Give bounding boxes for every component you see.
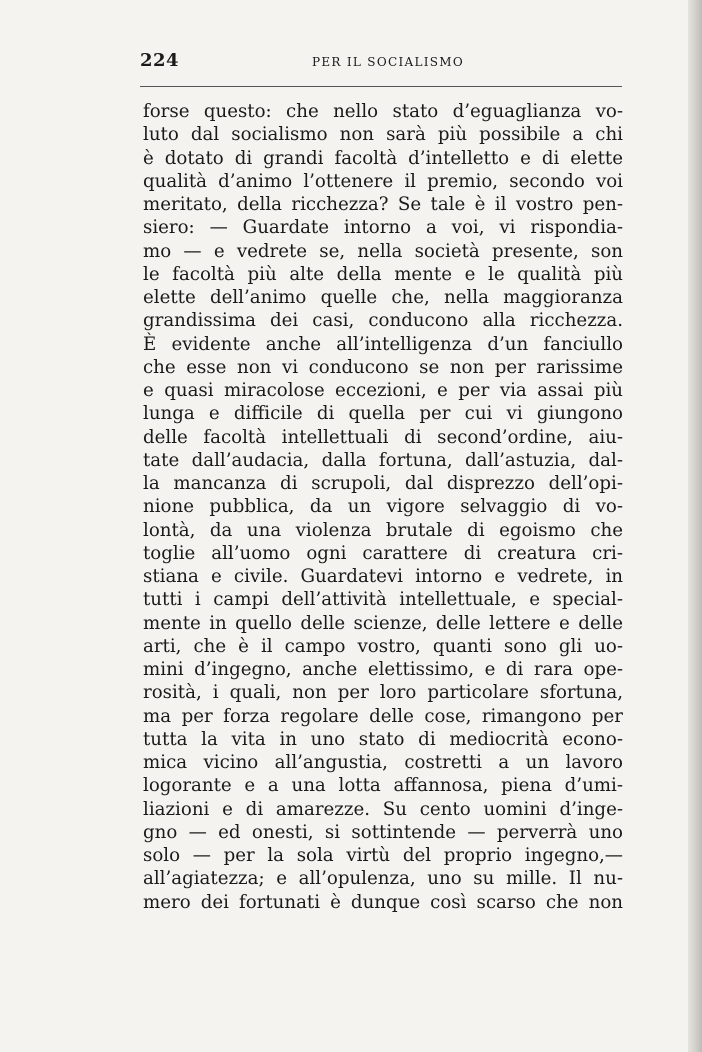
text-line: mini d’ingegno, anche elettissimo, e di rara ope- bbox=[143, 659, 623, 680]
page-edge-shadow bbox=[688, 0, 702, 1052]
text-line: all’agiatezza; e all’opulenza, uno su mille. Il nu- bbox=[143, 868, 623, 890]
text-line: mente in quello delle scienze, delle lettere e delle bbox=[143, 612, 623, 634]
page-number: 224 bbox=[140, 50, 180, 71]
text-line: che esse non vi conducono se non per rarissime bbox=[143, 356, 623, 378]
text-line: mero dei fortunati è dunque così scarso che non bbox=[143, 891, 623, 913]
text-line: delle facoltà intellettuali di second’ordine, aiu- bbox=[143, 426, 623, 448]
text-line: arti, che è il campo vostro, quanti sono gli uo- bbox=[143, 635, 623, 657]
text-line: luto dal socialismo non sarà più possibile a chi bbox=[143, 124, 623, 146]
text-line: solo — per la sola virtù del proprio ingegno,— bbox=[143, 845, 623, 866]
text-line: lunga e difficile di quella per cui vi giungono bbox=[143, 403, 623, 425]
text-line: tutta la vita in uno stato di mediocrità econo- bbox=[143, 728, 623, 750]
text-line: stiana e civile. Guardatevi intorno e vedrete, in bbox=[143, 566, 623, 587]
text-line: ma per forza regolare delle cose, rimangono per bbox=[143, 705, 623, 727]
body-text bbox=[143, 100, 623, 914]
header-rule bbox=[140, 86, 622, 87]
text-line: grandissima dei casi, conducono alla ricchezza. bbox=[143, 310, 623, 332]
text-line: la mancanza di scrupoli, dal disprezzo dell’opi- bbox=[143, 473, 623, 494]
text-line: logorante e a una lotta affannosa, piena d’umi- bbox=[143, 775, 623, 797]
page-header bbox=[140, 50, 620, 76]
text-line: gno — ed onesti, si sottintende — perverrà uno bbox=[143, 821, 623, 843]
running-title: PER IL SOCIALISMO bbox=[312, 55, 465, 69]
text-line: lontà, da una violenza brutale di egoismo che bbox=[143, 519, 623, 541]
text-line: liazioni e di amarezze. Su cento uomini d’inge- bbox=[143, 798, 623, 820]
text-line: mica vicino all’angustia, costretti a un lavoro bbox=[143, 752, 623, 773]
text-line: mo — e vedrete se, nella società presente, son bbox=[143, 240, 623, 262]
text-line: le facoltà più alte della mente e le qualità più bbox=[143, 263, 623, 285]
text-line: qualità d’animo l’ottenere il premio, secondo voi bbox=[143, 170, 623, 192]
text-line: forse questo: che nello stato d’eguaglianza vo- bbox=[143, 101, 623, 122]
text-line: elette dell’animo quelle che, nella maggioranza bbox=[143, 287, 623, 308]
text-line: toglie all’uomo ogni carattere di creatura cri- bbox=[143, 542, 623, 564]
text-line: meritato, della ricchezza? Se tale è il vostro pen- bbox=[143, 194, 623, 215]
text-line: e quasi miracolose eccezioni, e per via assai più bbox=[143, 380, 623, 401]
text-line: rosità, i quali, non per loro particolare sfortuna, bbox=[143, 682, 623, 704]
text-line: siero: — Guardate intorno a voi, vi rispondia- bbox=[143, 217, 623, 239]
text-line: è dotato di grandi facoltà d’intelletto e di elette bbox=[143, 147, 623, 169]
text-line: tutti i campi dell’attività intellettuale, e special- bbox=[143, 589, 623, 611]
text-line: nione pubblica, da un vigore selvaggio di vo- bbox=[143, 496, 623, 518]
text-line: È evidente anche all’intelligenza d’un fanciullo bbox=[143, 333, 623, 355]
text-line: tate dall’audacia, dalla fortuna, dall’astuzia, dal- bbox=[143, 449, 623, 471]
